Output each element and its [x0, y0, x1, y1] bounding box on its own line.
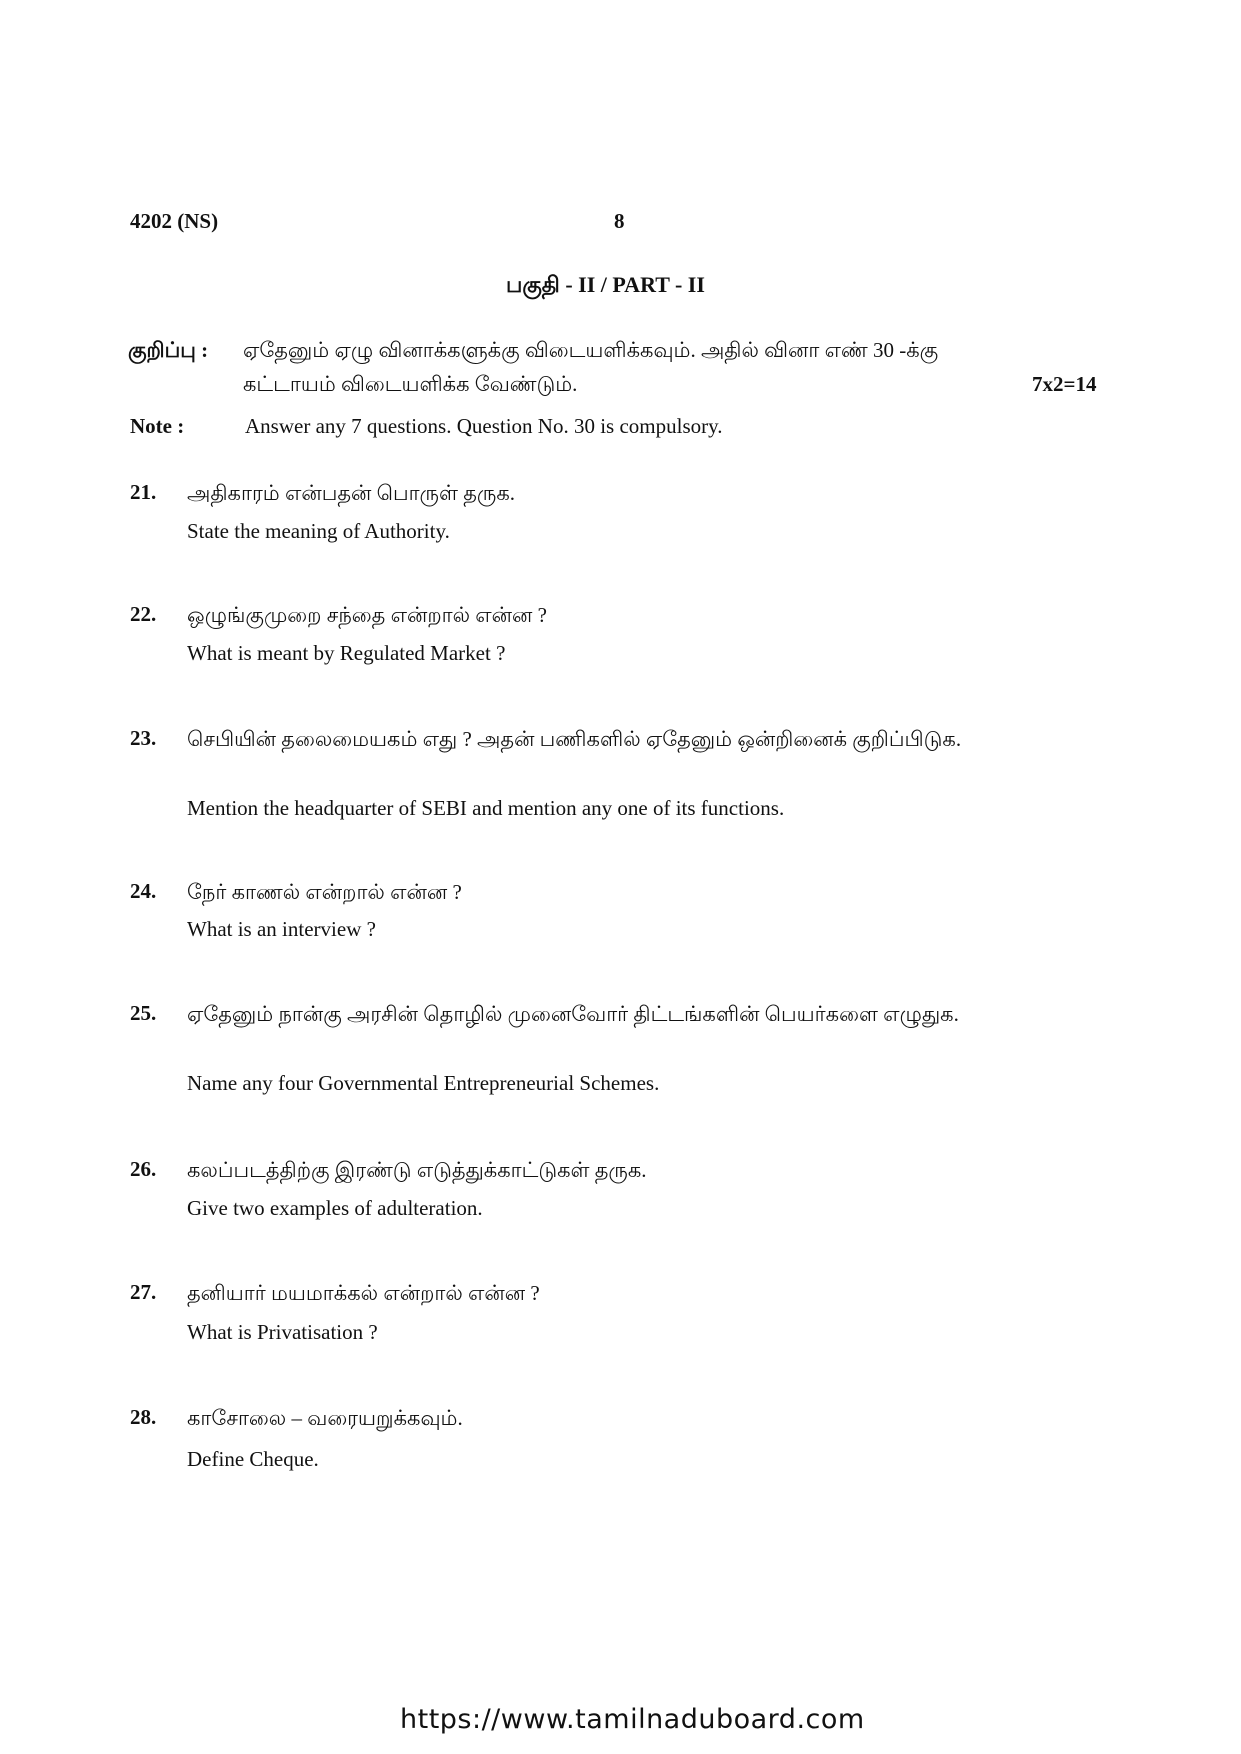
question-text-en: What is Privatisation ?	[187, 1320, 378, 1344]
question-text-en: Define Cheque.	[187, 1447, 319, 1471]
question-text-en: Mention the headquarter of SEBI and mention any one of its functions.	[187, 796, 785, 820]
note-text-ta-line1: ஏதேனும் ஏழு வினாக்களுக்கு விடையளிக்கவும். அதில் வினா எண் 30 -க்கு	[243, 338, 939, 362]
question-number: 21.	[130, 480, 157, 504]
question-text-ta: நேர் காணல் என்றால் என்ன ?	[187, 880, 462, 904]
note-text-en: Answer any 7 questions. Question No. 30 is compulsory.	[245, 414, 723, 438]
question-text-ta: காசோலை – வரையறுக்கவும்.	[187, 1406, 463, 1430]
question-text-ta: ஏதேனும் நான்கு அரசின் தொழில் முனைவோர் திட்டங்களின் பெயர்களை எழுதுக.	[187, 1002, 959, 1026]
marks-allocation: 7x2=14	[1032, 372, 1097, 396]
question-text-ta: செபியின் தலைமையகம் எது ? அதன் பணிகளில் ஏதேனும் ஒன்றினைக் குறிப்பிடுக.	[187, 727, 962, 751]
question-text-en: Give two examples of adulteration.	[187, 1196, 483, 1220]
question-text-en: Name any four Governmental Entrepreneurial Schemes.	[187, 1071, 660, 1095]
question-text-en: What is an interview ?	[187, 917, 376, 941]
page-number: 8	[614, 209, 625, 233]
paper-code: 4202 (NS)	[130, 209, 219, 233]
note-label-en: Note :	[130, 414, 185, 438]
question-text-en: What is meant by Regulated Market ?	[187, 641, 506, 665]
question-text-ta: ஒழுங்குமுறை சந்தை என்றால் என்ன ?	[187, 603, 547, 627]
note-label-ta: குறிப்பு :	[128, 338, 209, 362]
question-number: 23.	[130, 726, 157, 750]
question-number: 22.	[130, 602, 157, 626]
question-text-en: State the meaning of Authority.	[187, 519, 450, 543]
question-text-ta: அதிகாரம் என்பதன் பொருள் தருக.	[187, 481, 516, 505]
footer-url[interactable]: https://www.tamilnaduboard.com	[400, 1704, 865, 1735]
note-text-ta-line2: கட்டாயம் விடையளிக்க வேண்டும்.	[243, 372, 578, 396]
question-number: 24.	[130, 879, 157, 903]
question-number: 28.	[130, 1405, 157, 1429]
question-number: 27.	[130, 1280, 157, 1304]
question-number: 25.	[130, 1001, 157, 1025]
question-text-ta: கலப்படத்திற்கு இரண்டு எடுத்துக்காட்டுகள் தருக.	[187, 1158, 647, 1182]
question-number: 26.	[130, 1157, 157, 1181]
part-title: பகுதி - II / PART - II	[506, 272, 705, 297]
question-text-ta: தனியார் மயமாக்கல் என்றால் என்ன ?	[187, 1281, 540, 1305]
